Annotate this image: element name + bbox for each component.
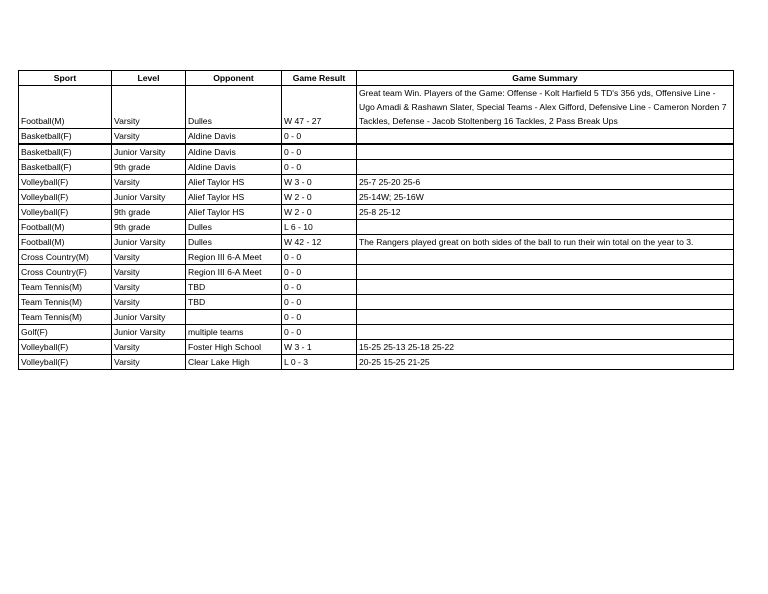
cell-opponent: Aldine Davis bbox=[186, 160, 282, 175]
cell-level: 9th grade bbox=[112, 205, 186, 220]
cell-opponent: Alief Taylor HS bbox=[186, 205, 282, 220]
table-row bbox=[19, 205, 734, 220]
cell-summary bbox=[357, 325, 734, 340]
cell-summary bbox=[357, 220, 734, 235]
cell-level: 9th grade bbox=[112, 160, 186, 175]
cell-sport: Golf(F) bbox=[19, 325, 112, 340]
cell-result: W 42 - 12 bbox=[282, 235, 357, 250]
cell-result: W 2 - 0 bbox=[282, 190, 357, 205]
cell-result: W 2 - 0 bbox=[282, 205, 357, 220]
cell-summary: The Rangers played great on both sides of the ball to run their win total on the year to 3. bbox=[357, 235, 734, 250]
cell-level: Varsity bbox=[112, 280, 186, 295]
column-header-game-result: Game Result bbox=[282, 71, 357, 86]
cell-summary bbox=[357, 144, 734, 160]
table-row bbox=[19, 280, 734, 295]
table-row bbox=[19, 310, 734, 325]
cell-result: 0 - 0 bbox=[282, 144, 357, 160]
cell-result: L 6 - 10 bbox=[282, 220, 357, 235]
cell-summary: 15-25 25-13 25-18 25-22 bbox=[357, 340, 734, 355]
cell-sport: Basketball(F) bbox=[19, 144, 112, 160]
cell-sport: Football(M) bbox=[19, 235, 112, 250]
table-row bbox=[19, 265, 734, 280]
cell-level: Varsity bbox=[112, 250, 186, 265]
cell-sport: Cross Country(F) bbox=[19, 265, 112, 280]
cell-summary bbox=[357, 250, 734, 265]
cell-sport: Volleyball(F) bbox=[19, 355, 112, 370]
cell-result: 0 - 0 bbox=[282, 160, 357, 175]
cell-level: Varsity bbox=[112, 355, 186, 370]
column-header-sport: Sport bbox=[19, 71, 112, 86]
cell-sport: Team Tennis(M) bbox=[19, 295, 112, 310]
table-row bbox=[19, 325, 734, 340]
table-row bbox=[19, 175, 734, 190]
game-results-table bbox=[18, 70, 734, 370]
cell-sport: Volleyball(F) bbox=[19, 175, 112, 190]
column-header-level: Level bbox=[112, 71, 186, 86]
cell-sport: Basketball(F) bbox=[19, 160, 112, 175]
cell-level: Junior Varsity bbox=[112, 235, 186, 250]
cell-sport: Team Tennis(M) bbox=[19, 280, 112, 295]
cell-level: 9th grade bbox=[112, 220, 186, 235]
cell-level: Junior Varsity bbox=[112, 325, 186, 340]
cell-opponent: Region III 6-A Meet bbox=[186, 265, 282, 280]
cell-summary bbox=[357, 280, 734, 295]
cell-summary bbox=[357, 129, 734, 145]
table-row bbox=[19, 129, 734, 145]
cell-sport: Football(M) bbox=[19, 86, 112, 129]
cell-sport: Volleyball(F) bbox=[19, 205, 112, 220]
table-row bbox=[19, 144, 734, 160]
cell-opponent: Clear Lake High bbox=[186, 355, 282, 370]
cell-result: W 3 - 1 bbox=[282, 340, 357, 355]
cell-sport: Football(M) bbox=[19, 220, 112, 235]
cell-sport: Cross Country(M) bbox=[19, 250, 112, 265]
cell-summary: Great team Win. Players of the Game: Offense - Kolt Harfield 5 TD's 356 yds, Offensive Line - Ugo Amadi & Rashawn Slater, Special Teams - Alex Gifford, Defensive Line - Cameron Norden 7 Tackles, Defense - Jacob Stoltenberg 16 Tackles, 2 Pass Break Ups bbox=[357, 86, 734, 129]
cell-result: 0 - 0 bbox=[282, 265, 357, 280]
cell-opponent: Region III 6-A Meet bbox=[186, 250, 282, 265]
cell-sport: Team Tennis(M) bbox=[19, 310, 112, 325]
cell-opponent: TBD bbox=[186, 280, 282, 295]
cell-level: Varsity bbox=[112, 340, 186, 355]
column-header-game-summary: Game Summary bbox=[357, 71, 734, 86]
cell-opponent: Alief Taylor HS bbox=[186, 190, 282, 205]
cell-summary bbox=[357, 310, 734, 325]
cell-result: 0 - 0 bbox=[282, 280, 357, 295]
table-row bbox=[19, 86, 734, 129]
cell-level: Junior Varsity bbox=[112, 310, 186, 325]
column-header-opponent: Opponent bbox=[186, 71, 282, 86]
cell-sport: Volleyball(F) bbox=[19, 340, 112, 355]
table-row bbox=[19, 160, 734, 175]
table-row bbox=[19, 295, 734, 310]
cell-summary: 25-8 25-12 bbox=[357, 205, 734, 220]
cell-level: Varsity bbox=[112, 265, 186, 280]
cell-opponent: Dulles bbox=[186, 86, 282, 129]
cell-sport: Basketball(F) bbox=[19, 129, 112, 145]
cell-opponent: TBD bbox=[186, 295, 282, 310]
cell-opponent: multiple teams bbox=[186, 325, 282, 340]
cell-summary: 20-25 15-25 21-25 bbox=[357, 355, 734, 370]
cell-opponent bbox=[186, 310, 282, 325]
cell-summary bbox=[357, 160, 734, 175]
cell-result: W 47 - 27 bbox=[282, 86, 357, 129]
cell-summary: 25-7 25-20 25-6 bbox=[357, 175, 734, 190]
cell-opponent: Alief Taylor HS bbox=[186, 175, 282, 190]
table-row bbox=[19, 220, 734, 235]
cell-level: Junior Varsity bbox=[112, 190, 186, 205]
cell-level: Varsity bbox=[112, 175, 186, 190]
cell-result: 0 - 0 bbox=[282, 325, 357, 340]
cell-level: Varsity bbox=[112, 295, 186, 310]
cell-result: W 3 - 0 bbox=[282, 175, 357, 190]
table-row bbox=[19, 355, 734, 370]
cell-opponent: Dulles bbox=[186, 235, 282, 250]
cell-sport: Volleyball(F) bbox=[19, 190, 112, 205]
cell-result: L 0 - 3 bbox=[282, 355, 357, 370]
header-row bbox=[19, 71, 734, 86]
cell-opponent: Aldine Davis bbox=[186, 144, 282, 160]
cell-opponent: Aldine Davis bbox=[186, 129, 282, 145]
cell-result: 0 - 0 bbox=[282, 310, 357, 325]
table-row bbox=[19, 340, 734, 355]
cell-opponent: Foster High School bbox=[186, 340, 282, 355]
table-row bbox=[19, 190, 734, 205]
cell-summary bbox=[357, 265, 734, 280]
table-row bbox=[19, 235, 734, 250]
table-row bbox=[19, 250, 734, 265]
cell-summary: 25-14W; 25-16W bbox=[357, 190, 734, 205]
cell-level: Varsity bbox=[112, 129, 186, 145]
cell-level: Junior Varsity bbox=[112, 144, 186, 160]
cell-result: 0 - 0 bbox=[282, 129, 357, 145]
cell-opponent: Dulles bbox=[186, 220, 282, 235]
cell-result: 0 - 0 bbox=[282, 295, 357, 310]
cell-summary bbox=[357, 295, 734, 310]
cell-level: Varsity bbox=[112, 86, 186, 129]
cell-result: 0 - 0 bbox=[282, 250, 357, 265]
